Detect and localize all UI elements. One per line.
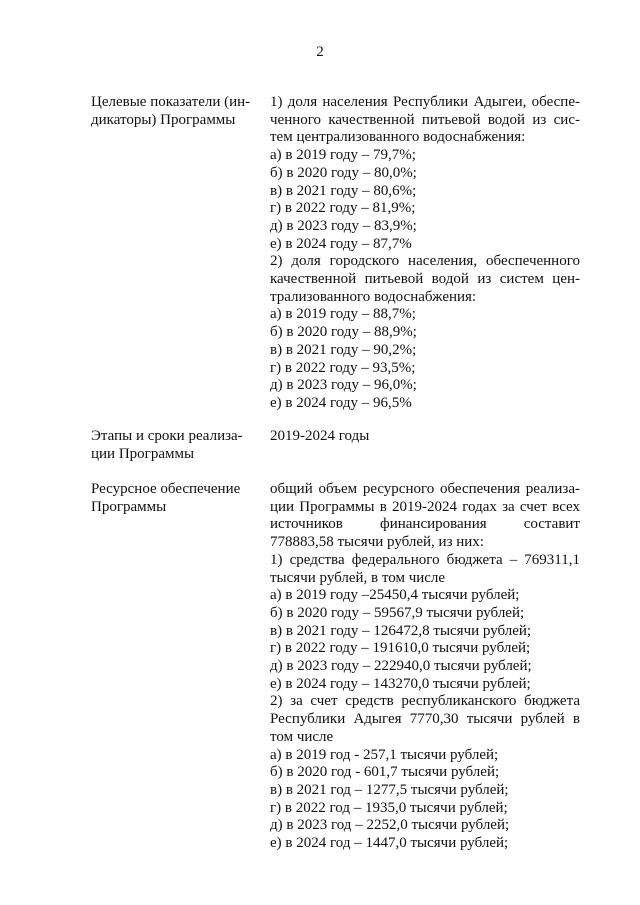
content-line: в) в 2021 году – 90,2%; [270,341,417,358]
content-line: 2) доля городского населения, обеспеченного [270,253,580,270]
label-line: Этапы и сроки реализа- [91,428,243,444]
content-line: г) в 2022 году – 81,9%; [270,200,416,217]
content-line: 2019-2024 годы [270,428,370,444]
content-line: б) в 2020 году – 59567,9 тысячи рублей; [270,604,525,621]
label-line: ции Программы [91,445,195,462]
content-line: ченного качественной питьевой водой из сис- [270,111,580,128]
section-label [91,481,261,516]
content-line: г) в 2022 году – 93,5%; [270,359,416,376]
content-line: а) в 2019 году –25450,4 тысячи рублей; [270,587,520,604]
section-label [91,94,261,129]
content-line: а) в 2019 году – 79,7%; [270,147,416,164]
content-line: в) в 2021 году – 80,6%; [270,182,417,199]
content-line: е) в 2024 году – 96,5% [270,394,412,411]
content-line: а) в 2019 год - 257,1 тысячи рублей; [270,746,499,763]
section-content [270,481,580,853]
content-line: г) в 2022 году – 191610,0 тысячи рублей; [270,640,531,657]
content-line: д) в 2023 году – 222940,0 тысячи рублей; [270,658,532,675]
content-line: источников финансирования составит [270,516,580,533]
content-line: а) в 2019 году – 88,7%; [270,306,416,323]
label-line: Целевые показатели (ин- [91,94,251,110]
content-line: том числе [270,728,334,745]
content-line: г) в 2022 год – 1935,0 тысячи рублей; [270,799,508,816]
section-content [270,428,580,446]
content-line: б) в 2020 году – 88,9%; [270,324,417,341]
content-line: е) в 2024 году – 143270,0 тысячи рублей; [270,675,531,692]
content-line: д) в 2023 году – 83,9%; [270,217,417,234]
content-line: Республики Адыгея 7770,30 тысячи рублей в [270,711,580,728]
content-line: в) в 2021 году – 126472,8 тысячи рублей; [270,622,532,639]
label-line: Ресурсное обеспечение [91,481,241,497]
content-line: качественной питьевой водой из систем цен- [270,271,580,288]
section-label [91,428,261,463]
content-line: е) в 2024 году – 87,7% [270,235,412,252]
content-line: 1) средства федерального бюджета – 769311,1 [270,551,580,568]
label-line: Программы [91,498,167,515]
content-line: д) в 2023 год – 2252,0 тысячи рублей; [270,817,510,834]
section-content [270,94,580,413]
content-line: б) в 2020 год - 601,7 тысячи рублей; [270,764,500,781]
content-line: трализованного водоснабжения: [270,288,477,305]
content-line: тем централизованного водоснабжения: [270,129,526,146]
content-line: 2) за счет средств республиканского бюджета [270,693,580,710]
content-line: е) в 2024 год – 1447,0 тысячи рублей; [270,835,509,852]
content-line: общий объем ресурсного обеспечения реализа- [270,481,580,497]
content-line: 1) доля населения Республики Адыгеи, обеспе- [270,94,580,110]
content-line: б) в 2020 году – 80,0%; [270,164,417,181]
content-line: д) в 2023 году – 96,0%; [270,377,417,394]
content-line: тысячи рублей, в том числе [270,569,446,586]
page-number: 2 [316,44,324,60]
content-line: ции Программы в 2019-2024 годах за счет всех [270,498,580,515]
label-line: дикаторы) Программы [91,111,236,128]
content-line: 778883,58 тысячи рублей, из них: [270,534,484,551]
content-line: в) в 2021 год – 1277,5 тысячи рублей; [270,781,509,798]
